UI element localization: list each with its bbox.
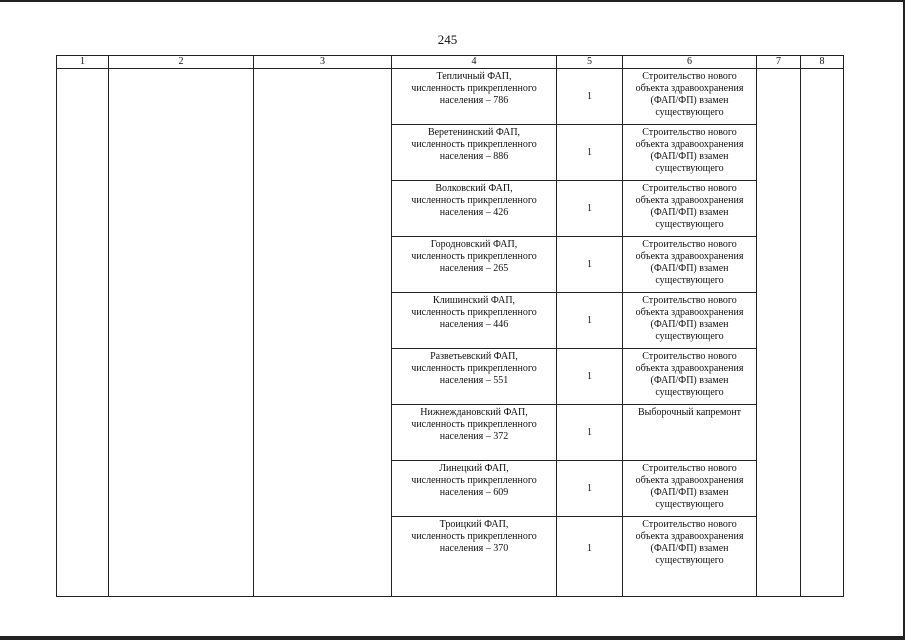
- action-cell: [623, 69, 756, 125]
- page-number: 245: [437, 32, 458, 47]
- facility-population-label: численность прикрепленного: [411, 251, 537, 262]
- facility-population-value: населения – 786: [439, 95, 509, 106]
- quantity-cell: [557, 125, 622, 181]
- action-line: Строительство нового: [642, 351, 737, 362]
- action-line: объекта здравоохранения: [635, 139, 744, 150]
- header-col-1: 1: [57, 56, 109, 69]
- facility-population-value: населения – 370: [439, 543, 509, 554]
- facility-name-cell: [392, 349, 556, 405]
- action-line: существующего: [655, 499, 724, 510]
- header-row: [57, 56, 844, 69]
- quantity-value: 1: [587, 482, 592, 494]
- col-6-cell: [623, 69, 757, 597]
- action-line: (ФАП/ФП) взамен: [650, 319, 729, 330]
- facility-population-label: численность прикрепленного: [411, 195, 537, 206]
- action-cell: [623, 125, 756, 181]
- facility-name: Веретенинский ФАП,: [427, 127, 521, 138]
- action-line: существующего: [655, 107, 724, 118]
- table-body-row: [57, 69, 844, 597]
- action-line: объекта здравоохранения: [635, 251, 744, 262]
- action-line: существующего: [655, 331, 724, 342]
- facility-population-value: населения – 265: [439, 263, 509, 274]
- action-cell: [623, 461, 756, 517]
- action-line: Строительство нового: [642, 127, 737, 138]
- quantity-cell: [557, 517, 622, 580]
- col-2-cell: [109, 69, 254, 597]
- action-line: объекта здравоохранения: [635, 307, 744, 318]
- facility-name: Тепличный ФАП,: [436, 71, 512, 82]
- quantity-value: 1: [587, 542, 592, 554]
- action-line: (ФАП/ФП) взамен: [650, 487, 729, 498]
- header-col-6: 6: [623, 56, 757, 69]
- quantity-value: 1: [587, 146, 592, 158]
- header-col-4: 4: [392, 56, 557, 69]
- action-line: существующего: [655, 163, 724, 174]
- facility-name-cell: [392, 293, 556, 349]
- col-5-cell: [557, 69, 623, 597]
- quantity-cell: [557, 181, 622, 237]
- action-line: Строительство нового: [642, 519, 737, 530]
- facility-population-label: численность прикрепленного: [411, 83, 537, 94]
- facility-population-label: численность прикрепленного: [411, 531, 537, 542]
- facility-name: Троицкий ФАП,: [439, 519, 509, 530]
- header-col-8: 8: [801, 56, 844, 69]
- action-line: (ФАП/ФП) взамен: [650, 263, 729, 274]
- header-col-5: 5: [557, 56, 623, 69]
- scan-top-border: [0, 0, 905, 2]
- facility-population-value: населения – 551: [439, 375, 509, 386]
- scan-bottom-border: [0, 636, 905, 640]
- facility-name-cell: [392, 461, 556, 517]
- facility-population-value: населения – 372: [439, 431, 509, 442]
- action-line: (ФАП/ФП) взамен: [650, 151, 729, 162]
- action-line: Выборочный капремонт: [637, 407, 742, 418]
- action-line: объекта здравоохранения: [635, 83, 744, 94]
- facility-population-value: населения – 426: [439, 207, 509, 218]
- action-cell: [623, 349, 756, 405]
- quantity-value: 1: [587, 426, 592, 438]
- col-7-cell: [757, 69, 801, 597]
- action-list: [623, 69, 756, 580]
- col-4-cell: [392, 69, 557, 597]
- quantity-value: 1: [587, 314, 592, 326]
- action-line: объекта здравоохранения: [635, 363, 744, 374]
- facility-name-cell: [392, 69, 556, 125]
- facility-name-cell: [392, 237, 556, 293]
- action-line: Строительство нового: [642, 295, 737, 306]
- header-col-2: 2: [109, 56, 254, 69]
- col-3-cell: [254, 69, 392, 597]
- quantity-value: 1: [587, 90, 592, 102]
- facility-name-cell: [392, 125, 556, 181]
- facility-name: Клишинский ФАП,: [432, 295, 516, 306]
- quantity-value: 1: [587, 202, 592, 214]
- facility-name-list: [392, 69, 556, 580]
- action-line: объекта здравоохранения: [635, 531, 744, 542]
- facility-population-value: населения – 446: [439, 319, 509, 330]
- action-line: объекта здравоохранения: [635, 475, 744, 486]
- facility-name-cell: [392, 181, 556, 237]
- action-line: (ФАП/ФП) взамен: [650, 543, 729, 554]
- action-line: (ФАП/ФП) взамен: [650, 95, 729, 106]
- quantity-cell: [557, 461, 622, 517]
- header-col-3: 3: [254, 56, 392, 69]
- action-line: Строительство нового: [642, 183, 737, 194]
- facility-population-value: населения – 609: [439, 487, 509, 498]
- facility-name: Разветьевский ФАП,: [430, 351, 518, 362]
- action-cell: [623, 517, 756, 580]
- quantity-cell: [557, 237, 622, 293]
- facility-population-label: численность прикрепленного: [411, 363, 537, 374]
- facility-name-cell: [392, 405, 556, 461]
- facilities-table: [56, 55, 844, 597]
- action-line: существующего: [655, 387, 724, 398]
- action-line: Строительство нового: [642, 463, 737, 474]
- quantity-cell: [557, 349, 622, 405]
- quantity-list: [557, 69, 622, 580]
- col-8-cell: [801, 69, 844, 597]
- quantity-cell: [557, 293, 622, 349]
- quantity-value: 1: [587, 370, 592, 382]
- header-col-7: 7: [757, 56, 801, 69]
- facility-name-cell: [392, 517, 556, 580]
- action-line: Строительство нового: [642, 239, 737, 250]
- facility-population-label: численность прикрепленного: [411, 307, 537, 318]
- quantity-cell: [557, 69, 622, 125]
- quantity-cell: [557, 405, 622, 461]
- col-1-cell: [57, 69, 109, 597]
- action-cell: [623, 181, 756, 237]
- action-line: (ФАП/ФП) взамен: [650, 375, 729, 386]
- action-line: существующего: [655, 275, 724, 286]
- action-cell: [623, 293, 756, 349]
- facility-name: Волковский ФАП,: [435, 183, 513, 194]
- action-cell: [623, 237, 756, 293]
- facility-name: Городновский ФАП,: [430, 239, 518, 250]
- facility-population-label: численность прикрепленного: [411, 139, 537, 150]
- facility-name: Линецкий ФАП,: [439, 463, 509, 474]
- facility-population-label: численность прикрепленного: [411, 419, 537, 430]
- facility-name: Нижнеждановский ФАП,: [420, 407, 528, 418]
- action-cell: [623, 405, 756, 461]
- action-line: Строительство нового: [642, 71, 737, 82]
- action-line: существующего: [655, 555, 724, 566]
- facility-population-value: населения – 886: [439, 151, 509, 162]
- action-line: (ФАП/ФП) взамен: [650, 207, 729, 218]
- facility-population-label: численность прикрепленного: [411, 475, 537, 486]
- action-line: объекта здравоохранения: [635, 195, 744, 206]
- quantity-value: 1: [587, 258, 592, 270]
- action-line: существующего: [655, 219, 724, 230]
